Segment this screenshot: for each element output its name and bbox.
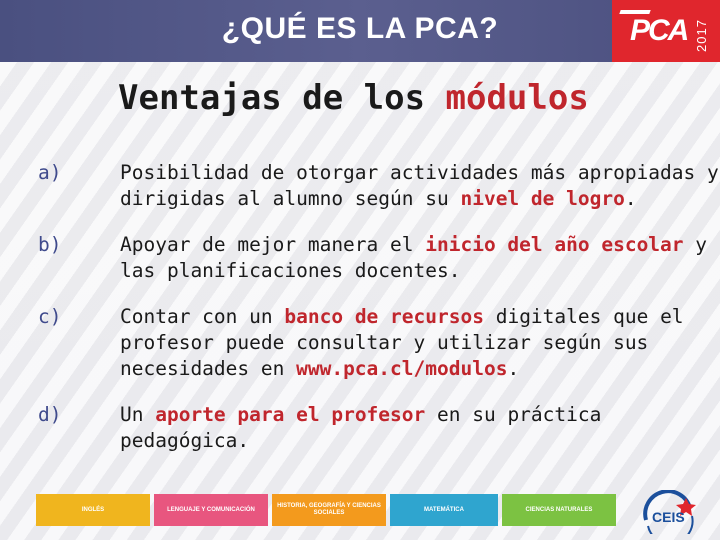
subject-historia: HISTORIA, GEOGRAFÍA Y CIENCIAS SOCIALES [272,494,386,526]
item-line [120,232,708,258]
subject-lenguaje: LENGUAJE Y COMUNICACIÓN [154,494,268,526]
background-pattern [0,62,720,540]
header-title: ¿QUÉ ES LA PCA? [221,12,499,45]
text-segment: y [683,233,708,256]
slide-title-plain: Ventajas de los [118,78,446,118]
text-segment: . [507,357,520,380]
item-line [120,186,700,212]
item-text [120,160,719,212]
highlight-link-text: www.pca.cl/modulos [296,357,508,380]
text-segment: Contar con un [120,305,285,328]
item-marker: d) [38,403,62,426]
item-marker: c) [38,305,62,328]
ceis-logo-icon [636,490,708,534]
ceis-logo-text: CEIS [652,509,685,525]
text-segment: dirigidas al alumno según su [120,187,461,210]
item-text [120,402,700,454]
item-line [120,356,700,382]
subject-ingles: INGLÉS [36,494,150,526]
text-segment: . [624,187,637,210]
item-line: Posibilidad de otorgar actividades más apropiadas y [120,161,719,184]
subject-ciencias: CIENCIAS NATURALES [502,494,616,526]
highlight-text: banco de recursos [284,305,484,328]
header-bar [0,0,720,62]
item-line: profesor puede consultar y utilizar según sus [120,331,649,354]
item-marker: a) [38,161,62,184]
text-segment: digitales que el [483,305,684,328]
item-line: pedagógica. [120,429,250,452]
text-segment: Un [120,403,156,426]
subject-matematica: MATEMÁTICA [390,494,498,526]
highlight-text: nivel de logro [460,187,625,210]
text-segment: Apoyar de mejor manera el [120,233,426,256]
item-line: las planificaciones docentes. [120,259,461,282]
logo-year: 2017 [694,19,709,52]
item-marker: b) [38,233,62,256]
item-text [120,232,708,284]
text-segment: en su práctica [425,403,602,426]
item-line [120,402,700,428]
text-segment: necesidades en [120,357,297,380]
slide-title [118,78,589,118]
item-text [120,304,700,382]
ceis-logo [636,490,708,534]
highlight-text: inicio del año escolar [425,233,684,256]
item-line [120,304,700,330]
subjects-bar [36,494,616,526]
highlight-text: aporte para el profesor [155,403,426,426]
pca-logo [612,0,720,62]
logo-text: PCA [630,14,688,47]
slide-title-accent: módulos [445,78,589,118]
